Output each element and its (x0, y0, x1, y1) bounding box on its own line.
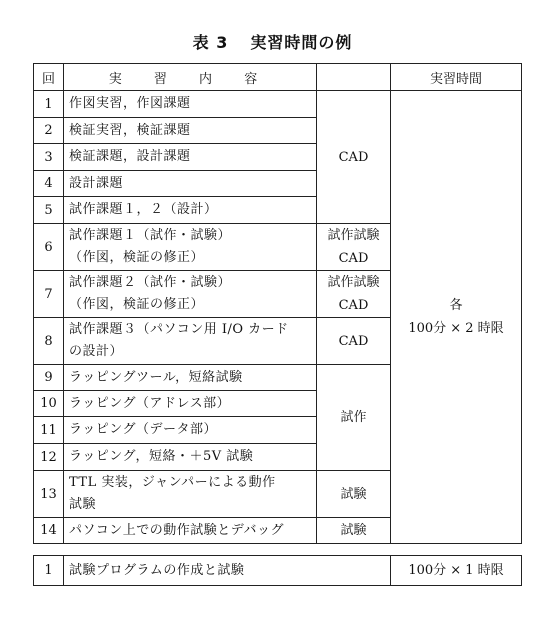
table-title (0, 30, 545, 53)
time-cell: 100分 × 1 時限 (391, 556, 522, 586)
env-cell (317, 271, 391, 318)
table-caption: 実習時間の例 (250, 33, 353, 52)
env-line: CAD (338, 149, 369, 165)
row-content (64, 224, 317, 271)
header-num: 回 (34, 64, 64, 91)
row-number: 4 (34, 171, 64, 197)
row-number: 8 (34, 318, 64, 365)
content-line: ラッピングツール，短絡試験 (69, 369, 243, 385)
header-env (317, 64, 391, 91)
header-row (34, 64, 522, 91)
content-line: ラッピング，短絡・＋5V 試験 (69, 449, 254, 464)
header-content: 実 習 内 容 (64, 64, 317, 91)
content-line: 検証実習，検証課題 (69, 122, 191, 138)
row-content (64, 365, 317, 391)
row-content (64, 518, 317, 544)
header-time: 実習時間 (391, 64, 522, 91)
content-line: 試作課題３（パソコン用 I/O カード (69, 322, 289, 337)
row-number: 10 (34, 391, 64, 417)
row-number: 1 (34, 91, 64, 118)
row-number: 5 (34, 197, 64, 224)
content-line: TTL 実装，ジャンパーによる動作 (69, 475, 276, 490)
env-line: 試作試験 (327, 275, 380, 290)
content-line: 試作課題１（試作・試験） (69, 228, 232, 243)
content-line: （作図，検証の修正） (69, 250, 205, 265)
content-line: 試験 (69, 497, 97, 512)
time-cell (391, 91, 522, 544)
content-line: 検証課題，設計課題 (69, 149, 191, 164)
content-line: パソコン上での動作試験とデバッグ (69, 522, 284, 538)
row-content (64, 144, 317, 171)
table-row (34, 91, 522, 118)
env-cell (317, 471, 391, 518)
env-cell (317, 224, 391, 271)
table-number: 表 3 (192, 33, 229, 52)
env-cell (317, 365, 391, 471)
content-line: （作図，検証の修正） (69, 297, 205, 312)
practice-schedule-table (33, 63, 522, 544)
env-line: 試験 (340, 523, 367, 538)
time-line: 各 (449, 298, 463, 313)
row-content (64, 197, 317, 224)
row-content (64, 271, 317, 318)
row-number: 12 (34, 444, 64, 471)
row-number: 7 (34, 271, 64, 318)
row-content (64, 471, 317, 518)
row-number: 3 (34, 144, 64, 171)
content-line: 設計課題 (69, 175, 124, 191)
row-number: 6 (34, 224, 64, 271)
env-line: CAD (338, 333, 369, 349)
env-line: CAD (338, 298, 369, 313)
row-content (64, 391, 317, 417)
env-cell (317, 518, 391, 544)
row-number: 14 (34, 518, 64, 544)
content-line: 作図実習，作図課題 (69, 96, 191, 111)
env-line: 試験 (340, 486, 367, 502)
env-line: 試作試験 (327, 228, 380, 243)
row-number: 11 (34, 417, 64, 444)
row-content (64, 171, 317, 197)
table-row (34, 556, 522, 586)
env-line: CAD (338, 251, 369, 266)
row-content (64, 91, 317, 118)
env-cell (317, 91, 391, 224)
content-line: 試作課題２（試作・試験） (69, 275, 232, 290)
row-content: 試験プログラムの作成と試験 (64, 556, 391, 586)
row-number: 9 (34, 365, 64, 391)
row-content (64, 318, 317, 365)
row-content (64, 417, 317, 444)
row-content (64, 444, 317, 471)
extra-session-table (33, 555, 522, 586)
content-line: の設計） (69, 344, 124, 359)
content-line: ラッピング（データ部） (69, 422, 217, 437)
row-number: 2 (34, 118, 64, 144)
time-line: 100分 × 2 時限 (408, 321, 504, 336)
row-number: 1 (34, 556, 64, 586)
row-content (64, 118, 317, 144)
env-cell (317, 318, 391, 365)
env-line: 試作 (340, 410, 367, 425)
content-line: 試作課題１，２（設計） (69, 202, 218, 217)
row-number: 13 (34, 471, 64, 518)
content-line: ラッピング（アドレス部） (69, 395, 231, 411)
